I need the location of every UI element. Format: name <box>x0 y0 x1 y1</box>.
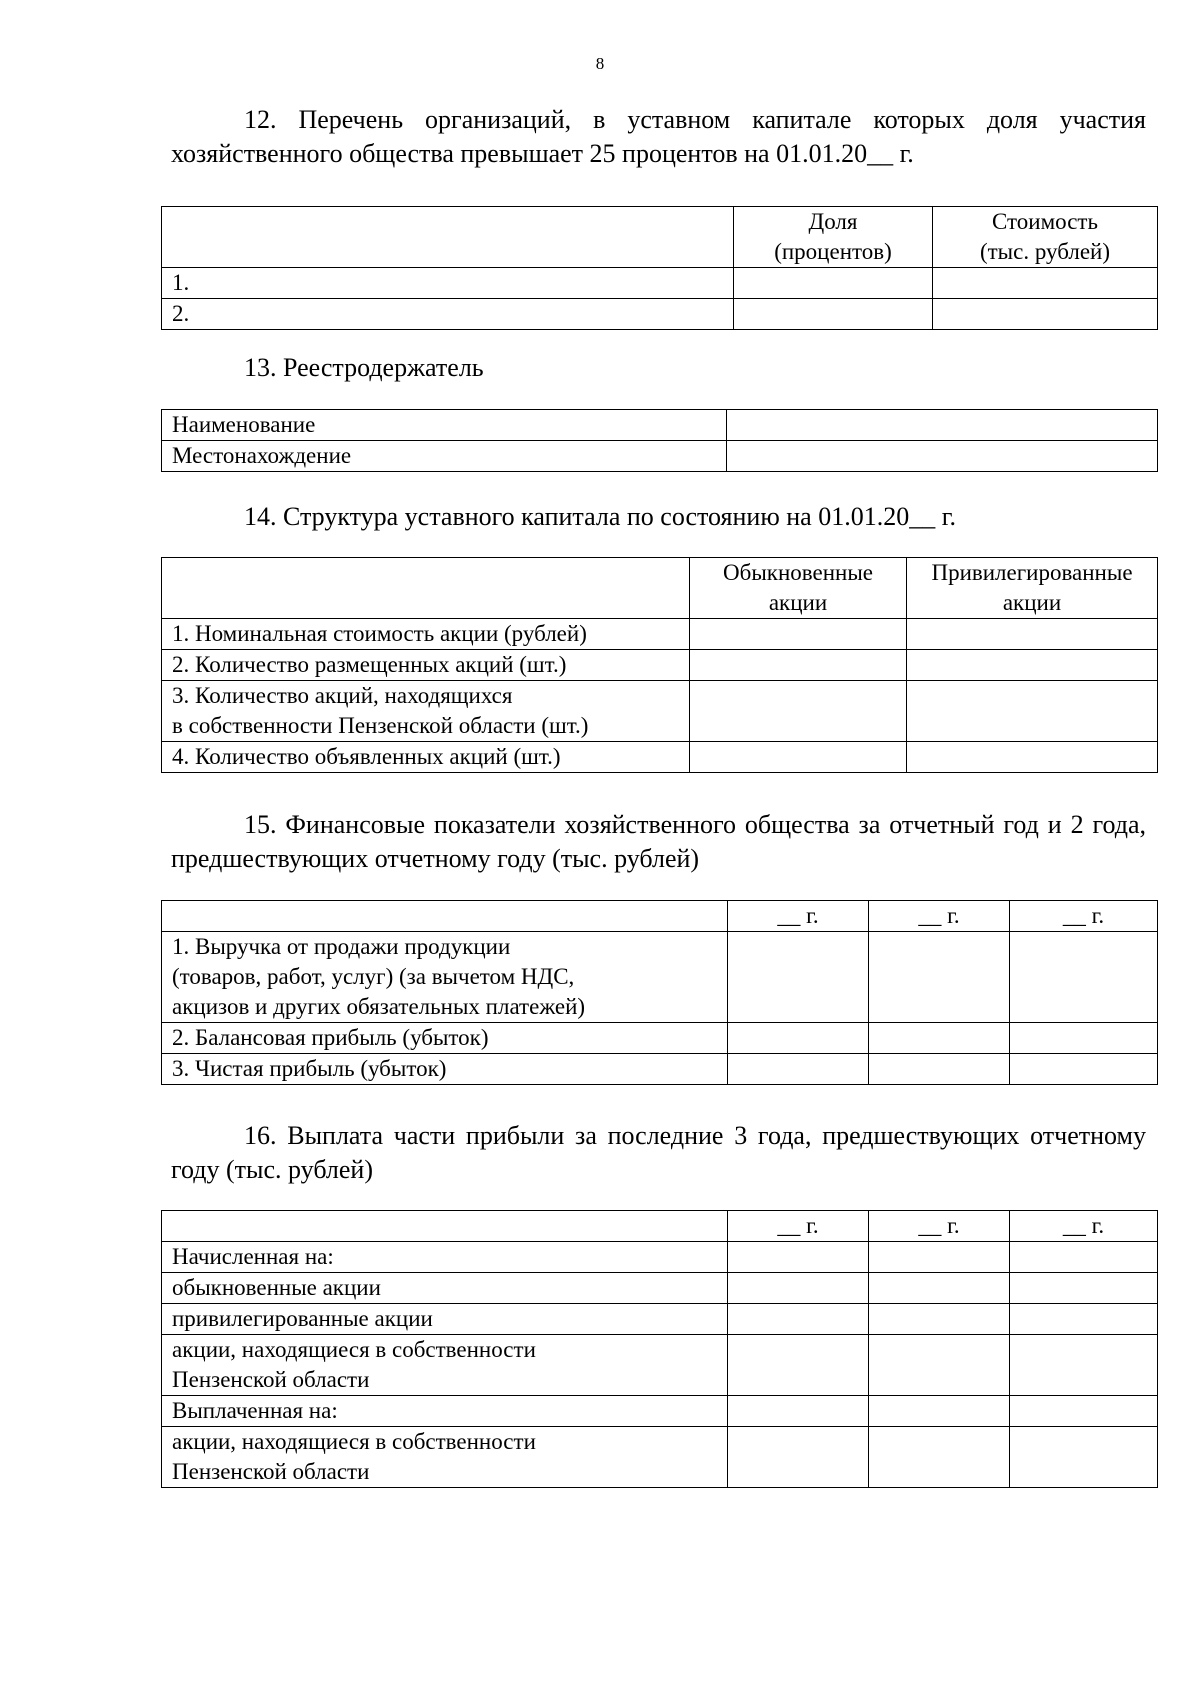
table-row <box>162 1054 1158 1085</box>
input-cell[interactable] <box>727 441 1158 472</box>
input-cell[interactable] <box>734 299 933 330</box>
input-cell[interactable] <box>734 268 933 299</box>
row-label: акции, находящиеся в собственности Пензенской области <box>162 1335 728 1396</box>
section-13-heading: 13. Реестродержатель <box>244 353 484 382</box>
section-13-table <box>161 409 1158 472</box>
row-label: обыкновенные акции <box>162 1273 728 1304</box>
header-year: __ г. <box>1010 1211 1158 1242</box>
table-row <box>162 932 1158 1023</box>
header-year: __ г. <box>1010 901 1158 932</box>
section-15-table <box>161 900 1158 1085</box>
input-cell[interactable] <box>869 932 1010 1023</box>
table-header-row <box>162 1211 1158 1242</box>
input-cell[interactable] <box>933 268 1158 299</box>
row-label: 2. Балансовая прибыль (убыток) <box>162 1023 728 1054</box>
input-cell[interactable] <box>1010 1304 1158 1335</box>
input-cell[interactable] <box>728 1023 869 1054</box>
input-cell[interactable] <box>728 1396 869 1427</box>
input-cell[interactable] <box>907 681 1158 742</box>
header-value: Стоимость (тыс. рублей) <box>933 207 1158 268</box>
page-number: 8 <box>595 54 605 73</box>
row-label: Наименование <box>162 410 727 441</box>
table-row <box>162 681 1158 742</box>
input-cell[interactable] <box>907 619 1158 650</box>
input-cell[interactable] <box>933 299 1158 330</box>
input-cell[interactable] <box>728 932 869 1023</box>
table-row <box>162 619 1158 650</box>
input-cell[interactable] <box>728 1335 869 1396</box>
table-row <box>162 1396 1158 1427</box>
section-12-table <box>161 206 1158 330</box>
table-row <box>162 1335 1158 1396</box>
section-16-heading: 16. Выплата части прибыли за последние 3 года, предшествующих отчетному году (тыс. рублей) <box>171 1121 1146 1184</box>
table-row <box>162 1427 1158 1488</box>
row-label: Начисленная на: <box>162 1242 728 1273</box>
input-cell[interactable] <box>869 1273 1010 1304</box>
input-cell[interactable] <box>869 1054 1010 1085</box>
header-empty-cell <box>162 207 734 268</box>
row-label: 4. Количество объявленных акций (шт.) <box>162 742 690 773</box>
section-12-heading: 12. Перечень организаций, в уставном капитале которых доля участия хозяйственного общества превышает 25 процентов на 01.01.20__ г. <box>171 105 1146 168</box>
table-row <box>162 1273 1158 1304</box>
section-14-table <box>161 557 1158 773</box>
input-cell[interactable] <box>728 1304 869 1335</box>
input-cell[interactable] <box>690 681 907 742</box>
row-label: 2. Количество размещенных акций (шт.) <box>162 650 690 681</box>
table-row <box>162 650 1158 681</box>
section-15-heading: 15. Финансовые показатели хозяйственного общества за отчетный год и 2 года, предшествующих отчетному году (тыс. рублей) <box>171 810 1146 873</box>
table-row <box>162 1242 1158 1273</box>
input-cell[interactable] <box>1010 1273 1158 1304</box>
input-cell[interactable] <box>1010 1242 1158 1273</box>
header-empty-cell <box>162 901 728 932</box>
input-cell[interactable] <box>869 1396 1010 1427</box>
row-label: 2. <box>162 299 734 330</box>
table-header-row <box>162 901 1158 932</box>
header-year: __ г. <box>728 1211 869 1242</box>
table-row <box>162 299 1158 330</box>
section-14-heading: 14. Структура уставного капитала по состоянию на 01.01.20__ г. <box>244 502 956 531</box>
input-cell[interactable] <box>1010 1023 1158 1054</box>
input-cell[interactable] <box>1010 1054 1158 1085</box>
input-cell[interactable] <box>1010 1335 1158 1396</box>
input-cell[interactable] <box>907 742 1158 773</box>
table-header-row <box>162 558 1158 619</box>
input-cell[interactable] <box>690 619 907 650</box>
input-cell[interactable] <box>869 1427 1010 1488</box>
table-row <box>162 742 1158 773</box>
input-cell[interactable] <box>1010 1427 1158 1488</box>
input-cell[interactable] <box>727 410 1158 441</box>
row-label: 1. <box>162 268 734 299</box>
header-share: Доля (процентов) <box>734 207 933 268</box>
input-cell[interactable] <box>1010 932 1158 1023</box>
input-cell[interactable] <box>869 1242 1010 1273</box>
row-label: 1. Номинальная стоимость акции (рублей) <box>162 619 690 650</box>
row-label: привилегированные акции <box>162 1304 728 1335</box>
input-cell[interactable] <box>869 1304 1010 1335</box>
row-label: 3. Количество акций, находящихся в собственности Пензенской области (шт.) <box>162 681 690 742</box>
row-label: Выплаченная на: <box>162 1396 728 1427</box>
header-preferred-shares: Привилегированные акции <box>907 558 1158 619</box>
row-label: Местонахождение <box>162 441 727 472</box>
table-row <box>162 410 1158 441</box>
input-cell[interactable] <box>728 1054 869 1085</box>
input-cell[interactable] <box>869 1023 1010 1054</box>
input-cell[interactable] <box>1010 1396 1158 1427</box>
header-year: __ г. <box>728 901 869 932</box>
input-cell[interactable] <box>869 1335 1010 1396</box>
row-label: 1. Выручка от продажи продукции (товаров, работ, услуг) (за вычетом НДС, акцизов и других обязательных платежей) <box>162 932 728 1023</box>
table-header-row <box>162 207 1158 268</box>
header-common-shares: Обыкновенные акции <box>690 558 907 619</box>
table-row <box>162 1023 1158 1054</box>
row-label: акции, находящиеся в собственности Пензенской области <box>162 1427 728 1488</box>
table-row <box>162 1304 1158 1335</box>
row-label: 3. Чистая прибыль (убыток) <box>162 1054 728 1085</box>
header-empty-cell <box>162 558 690 619</box>
table-row <box>162 441 1158 472</box>
input-cell[interactable] <box>690 650 907 681</box>
input-cell[interactable] <box>907 650 1158 681</box>
input-cell[interactable] <box>728 1273 869 1304</box>
table-row <box>162 268 1158 299</box>
header-year: __ г. <box>869 1211 1010 1242</box>
section-16-table <box>161 1210 1158 1488</box>
input-cell[interactable] <box>728 1242 869 1273</box>
header-year: __ г. <box>869 901 1010 932</box>
input-cell[interactable] <box>690 742 907 773</box>
input-cell[interactable] <box>728 1427 869 1488</box>
header-empty-cell <box>162 1211 728 1242</box>
